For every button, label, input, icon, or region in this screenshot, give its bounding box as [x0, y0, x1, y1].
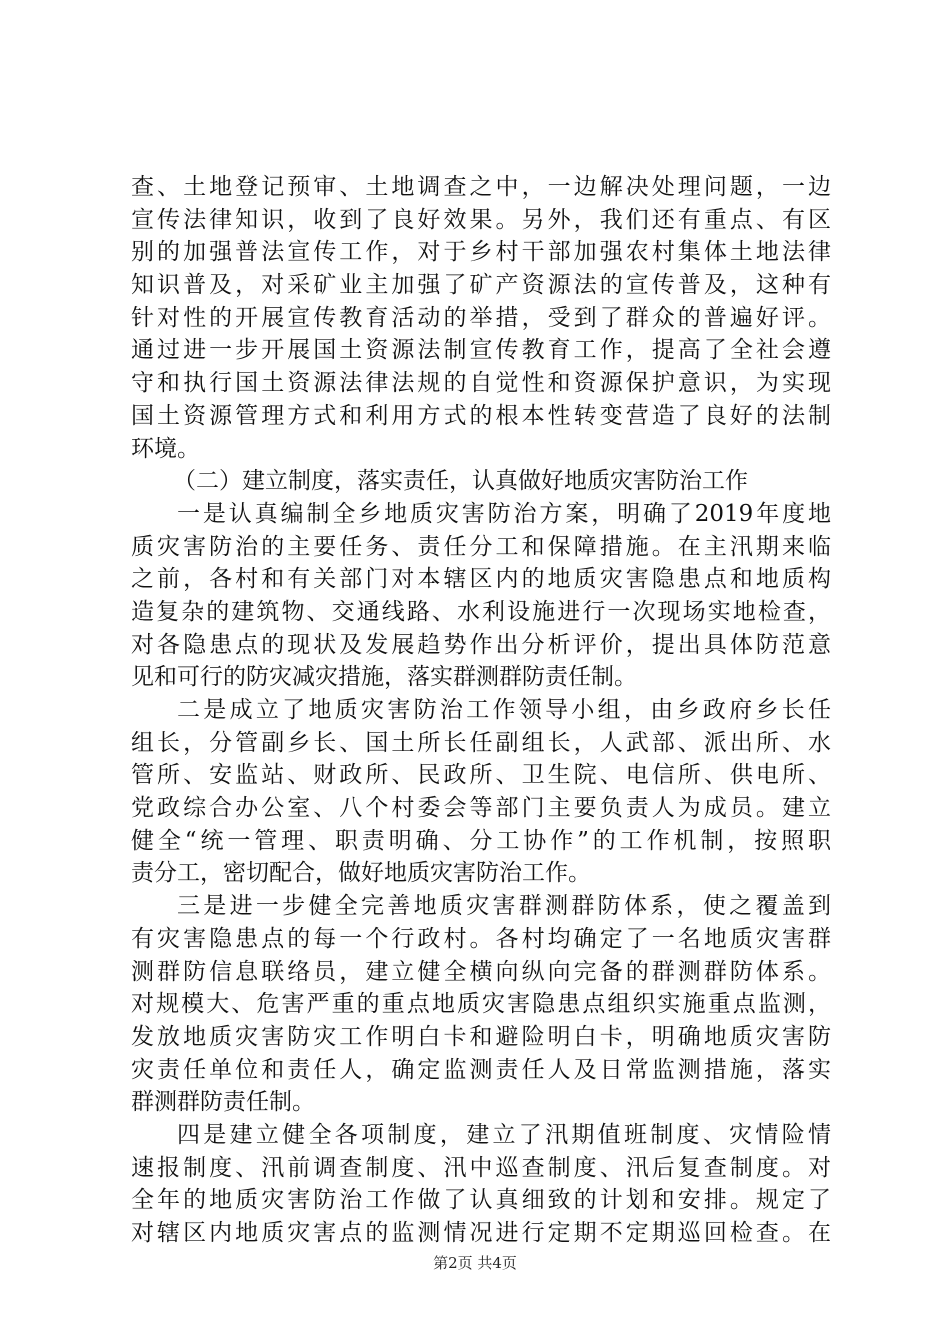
text-line: 三是进一步健全完善地质灾害群测群防体系，使之覆盖到	[177, 893, 831, 920]
text-line: 测群防信息联络员，建立健全横向纵向完备的群测群防体系。	[131, 958, 831, 985]
text-line: 通过进一步开展国土资源法制宣传教育工作，提高了全社会遵	[131, 337, 831, 364]
text-line: 宣传法律知识，收到了良好效果。另外，我们还有重点、有区	[131, 206, 831, 233]
document-body	[131, 171, 831, 1250]
text-line: 查、土地登记预审、土地调查之中，一边解决处理问题，一边	[131, 174, 831, 200]
text-line: 对各隐患点的现状及发展趋势作出分析评价，提出具体防范意	[131, 631, 831, 658]
text-line: 四是建立健全各项制度，建立了汛期值班制度、灾情险情	[177, 1121, 831, 1148]
text-line: 全年的地质灾害防治工作做了认真细致的计划和安排。规定了	[131, 1187, 831, 1214]
text-line: 见和可行的防灾减灾措施，落实群测群防责任制。	[131, 664, 637, 691]
text-line: 知识普及，对采矿业主加强了矿产资源法的宣传普及，这种有	[131, 272, 831, 299]
text-line: （二）建立制度，落实责任，认真做好地质灾害防治工作	[173, 468, 748, 495]
text-line: 群测群防责任制。	[131, 1089, 315, 1116]
text-line: 一是认真编制全乡地质灾害防治方案，明确了2019年度地	[177, 500, 831, 527]
text-line: 守和执行国土资源法律法规的自觉性和资源保护意识，为实现	[131, 370, 831, 397]
text-line: 造复杂的建筑物、交通线路、水利设施进行一次现场实地检查，	[131, 598, 831, 625]
text-line: 管所、安监站、财政所、民政所、卫生院、电信所、供电所、	[131, 762, 831, 789]
text-line: 对辖区内地质灾害点的监测情况进行定期不定期巡回检查。在	[131, 1220, 831, 1246]
text-line: 发放地质灾害防灾工作明白卡和避险明白卡，明确地质灾害防	[131, 1023, 831, 1050]
text-line: 灾责任单位和责任人，确定监测责任人及日常监测措施，落实	[131, 1056, 831, 1083]
text-line: 针对性的开展宣传教育活动的举措，受到了群众的普遍好评。	[131, 304, 831, 331]
text-line: 责分工，密切配合，做好地质灾害防治工作。	[131, 860, 591, 887]
text-line: 速报制度、汛前调查制度、汛中巡查制度、汛后复查制度。对	[131, 1154, 831, 1181]
text-line: 党政综合办公室、八个村委会等部门主要负责人为成员。建立	[131, 795, 831, 822]
text-line: 二是成立了地质灾害防治工作领导小组，由乡政府乡长任	[177, 697, 831, 723]
text-line: 组长，分管副乡长、国土所长任副组长，人武部、派出所、水	[131, 729, 831, 756]
text-line: 对规模大、危害严重的重点地质灾害隐患点组织实施重点监测，	[131, 991, 831, 1018]
text-line: 之前，各村和有关部门对本辖区内的地质灾害隐患点和地质构	[131, 566, 831, 593]
text-line: 别的加强普法宣传工作，对于乡村干部加强农村集体土地法律	[131, 239, 831, 266]
text-line: 健全“统一管理、职责明确、分工协作”的工作机制，按照职	[131, 827, 831, 854]
text-line: 有灾害隐患点的每一个行政村。各村均确定了一名地质灾害群	[131, 925, 831, 952]
page-number-footer: 第2页 共4页	[433, 1254, 517, 1272]
text-line: 环境。	[131, 435, 200, 462]
text-line: 国土资源管理方式和利用方式的根本性转变营造了良好的法制	[131, 402, 831, 429]
text-line: 质灾害防治的主要任务、责任分工和保障措施。在主汛期来临	[131, 533, 831, 560]
